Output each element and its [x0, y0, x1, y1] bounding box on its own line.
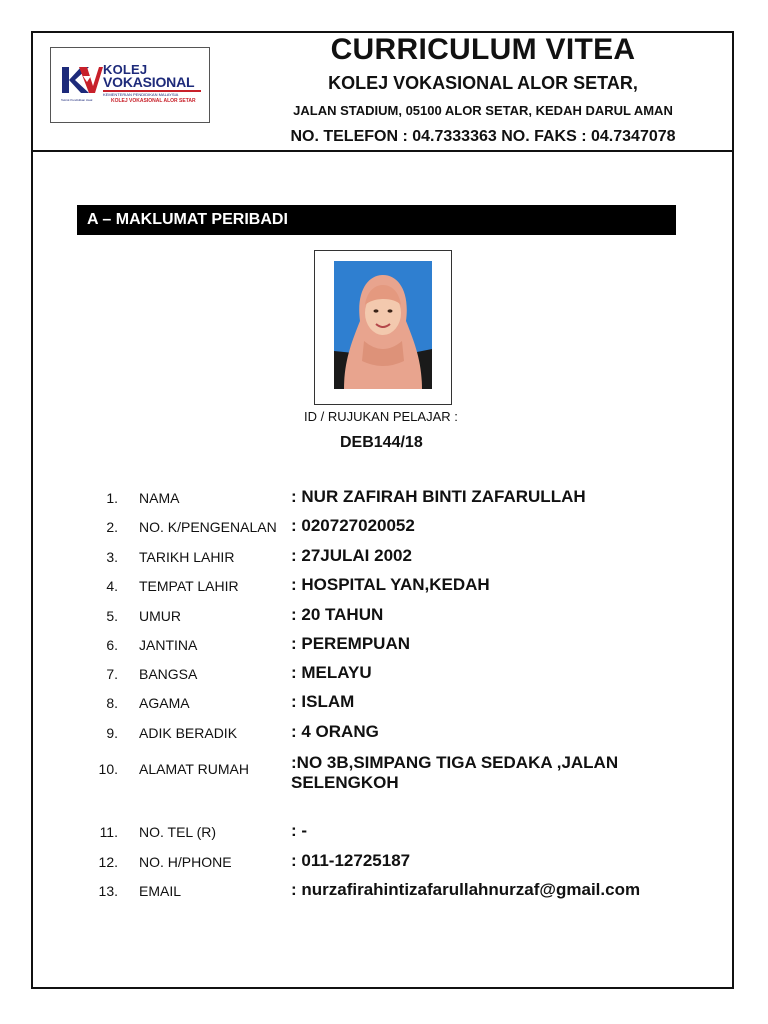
row-value: : PEREMPUAN [291, 634, 411, 653]
row-label: NO. TEL (R) [139, 824, 217, 840]
row-label: TEMPAT LAHIR [139, 578, 239, 594]
row-label: TARIKH LAHIR [139, 549, 235, 565]
row-value: : 020727020052 [291, 516, 415, 535]
row-number: 9. [106, 725, 118, 741]
row-value: : 011-12725187 [291, 851, 411, 870]
row-number: 1. [106, 490, 118, 506]
row-label: BANGSA [139, 666, 198, 682]
header-divider [33, 150, 732, 152]
detail-row-siblings [0, 722, 768, 753]
institution-address: JALAN STADIUM, 05100 ALOR SETAR, KEDAH DARUL AMAN [293, 103, 673, 118]
logo-word-kolej: KOLEJ [103, 62, 148, 77]
row-number: 3. [106, 549, 118, 565]
row-number: 10. [98, 761, 118, 777]
row-number: 5. [106, 608, 118, 624]
detail-row-gender [0, 634, 768, 665]
row-value: : 4 ORANG [291, 722, 379, 741]
detail-row-birthdate [0, 546, 768, 577]
student-id-value: DEB144/18 [340, 434, 423, 451]
detail-row-race [0, 663, 768, 694]
section-heading: A – MAKLUMAT PERIBADI [77, 205, 676, 235]
detail-row-home-phone [0, 821, 768, 852]
student-portrait-image [334, 261, 432, 389]
logo-ministry-text: KEMENTERIAN PENDIDIKAN MALAYSIA [103, 92, 179, 97]
detail-row-ic [0, 516, 768, 547]
row-number: 13. [98, 883, 118, 899]
row-value: : HOSPITAL YAN,KEDAH [291, 575, 490, 594]
row-label: AGAMA [139, 695, 190, 711]
row-value: :NO 3B,SIMPANG TIGA SEDAKA ,JALAN SELENGKOH [291, 753, 619, 792]
row-value: : - [291, 821, 308, 840]
logo-word-vokasional: VOKASIONAL [103, 74, 195, 90]
student-photo [314, 250, 452, 405]
row-number: 7. [106, 666, 118, 682]
row-label: EMAIL [139, 883, 182, 899]
row-label: JANTINA [139, 637, 198, 653]
detail-row-email [0, 880, 768, 911]
row-value: : nurzafirahintizafarullahnurzaf@gmail.com [291, 880, 641, 899]
row-label: ALAMAT RUMAH [139, 761, 249, 777]
logo-tagline: Teknik Pendidikan Awal [61, 98, 93, 102]
row-value: : 27JULAI 2002 [291, 546, 412, 565]
detail-row-age [0, 605, 768, 636]
row-number: 6. [106, 637, 118, 653]
row-value: : ISLAM [291, 692, 355, 711]
row-label: NO. H/PHONE [139, 854, 232, 870]
document-title: CURRICULUM VITEA [330, 33, 636, 66]
row-number: 11. [99, 824, 118, 840]
row-number: 2. [106, 519, 118, 535]
row-label: ADIK BERADIK [139, 725, 238, 741]
row-value: : NUR ZAFIRAH BINTI ZAFARULLAH [291, 487, 586, 506]
detail-row-religion [0, 692, 768, 723]
row-value: : MELAYU [291, 663, 372, 682]
student-id-label: ID / RUJUKAN PELAJAR : [304, 409, 458, 424]
college-logo [50, 47, 210, 123]
kv-logo-icon [61, 64, 103, 96]
row-label: NAMA [139, 490, 180, 506]
logo-college-text: KOLEJ VOKASIONAL ALOR SETAR [111, 98, 196, 104]
row-number: 12. [98, 854, 118, 870]
row-label: NO. K/PENGENALAN [139, 519, 277, 535]
institution-name: KOLEJ VOKASIONAL ALOR SETAR, [328, 73, 638, 93]
detail-row-address [0, 753, 768, 801]
institution-contact: NO. TELEFON : 04.7333363 NO. FAKS : 04.7347078 [290, 128, 676, 145]
detail-row-mobile [0, 851, 768, 882]
row-label: UMUR [139, 608, 181, 624]
row-value: : 20 TAHUN [291, 605, 384, 624]
detail-row-birthplace [0, 575, 768, 606]
detail-row-name [0, 487, 768, 518]
row-number: 4. [106, 578, 118, 594]
row-number: 8. [106, 695, 118, 711]
